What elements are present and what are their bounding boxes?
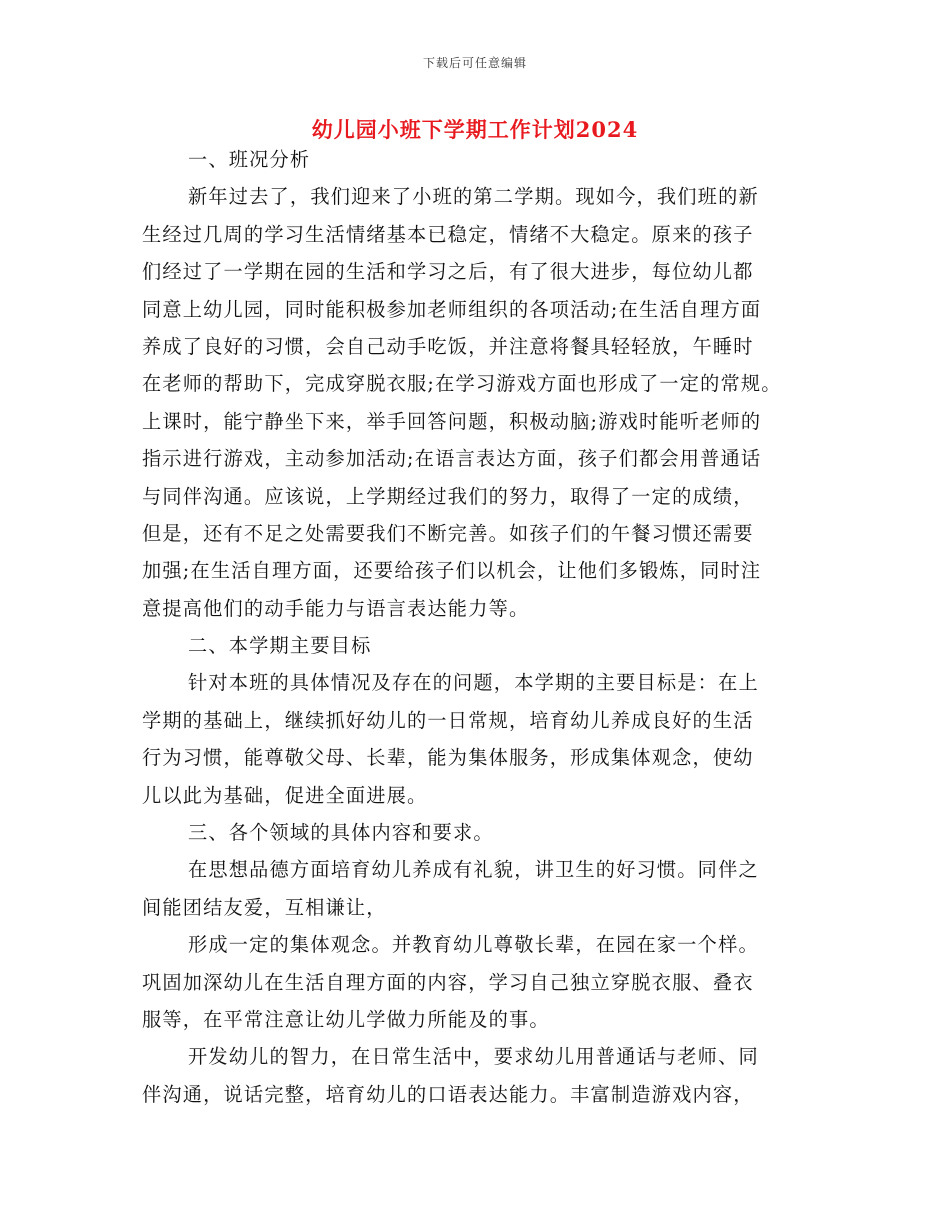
- text-line: 三、各个领域的具体内容和要求。: [188, 821, 494, 845]
- text-line: 加强;在生活自理方面，还要给孩子们以机会，让他们多锻炼，同时注: [142, 559, 762, 583]
- text-line: 服等，在平常注意让幼儿学做力所能及的事。: [142, 1007, 550, 1031]
- text-line: 新年过去了，我们迎来了小班的第二学期。现如今，我们班的新: [188, 185, 759, 209]
- text-line: 同意上幼儿园，同时能积极参加老师组织的各项活动;在生活自理方面: [142, 297, 762, 321]
- text-line: 巩固加深幼儿在生活自理方面的内容，学习自己独立穿脱衣服、叠衣: [142, 970, 754, 994]
- text-line: 与同伴沟通。应该说，上学期经过我们的努力，取得了一定的成绩，: [142, 484, 754, 508]
- text-line: 形成一定的集体观念。并教育幼儿尊敬长辈，在园在家一个样。: [188, 933, 759, 957]
- text-line: 二、本学期主要目标: [188, 634, 372, 658]
- text-line: 生经过几周的学习生活情绪基本已稳定，情绪不大稳定。原来的孩子: [142, 222, 754, 246]
- text-line: 开发幼儿的智力，在日常生活中，要求幼儿用普通话与老师、同: [188, 1045, 759, 1069]
- text-line: 学期的基础上，继续抓好幼儿的一日常规，培育幼儿养成良好的生活: [142, 708, 754, 732]
- text-line: 但是，还有不足之处需要我们不断完善。如孩子们的午餐习惯还需要: [142, 521, 754, 545]
- text-line: 指示进行游戏，主动参加活动;在语言表达方面，孩子们都会用普通话: [142, 447, 762, 471]
- text-line: 行为习惯，能尊敬父母、长辈，能为集体服务，形成集体观念，使幼: [142, 746, 754, 770]
- text-line: 一、班况分析: [188, 148, 311, 171]
- text-line: 上课时，能宁静坐下来，举手回答问题，积极动脑;游戏时能听老师的: [142, 409, 762, 433]
- text-line: 间能团结友爱，互相谦让，: [142, 895, 387, 919]
- document-body: [142, 141, 822, 1113]
- text-line: 在思想品德方面培育幼儿养成有礼貌，讲卫生的好习惯。同伴之: [188, 858, 759, 882]
- text-line: 儿以此为基础，促进全面进展。: [142, 783, 428, 807]
- header-note: 下载后可任意编辑: [422, 56, 527, 70]
- text-line: 们经过了一学期在园的生活和学习之后，有了很大进步，每位幼儿都: [142, 260, 754, 284]
- text-line: 养成了良好的习惯，会自己动手吃饭，并注意将餐具轻轻放，午睡时: [142, 334, 754, 358]
- text-line: 意提高他们的动手能力与语言表达能力等。: [142, 596, 530, 620]
- text-line: 针对本班的具体情况及存在的问题，本学期的主要目标是：在上: [188, 671, 759, 695]
- document-title: 幼儿园小班下学期工作计划2024: [311, 117, 639, 142]
- text-line: 在老师的帮助下，完成穿脱衣服;在学习游戏方面也形成了一定的常规。: [142, 372, 782, 396]
- text-line: 伴沟通，说话完整，培育幼儿的口语表达能力。丰富制造游戏内容，: [142, 1082, 754, 1106]
